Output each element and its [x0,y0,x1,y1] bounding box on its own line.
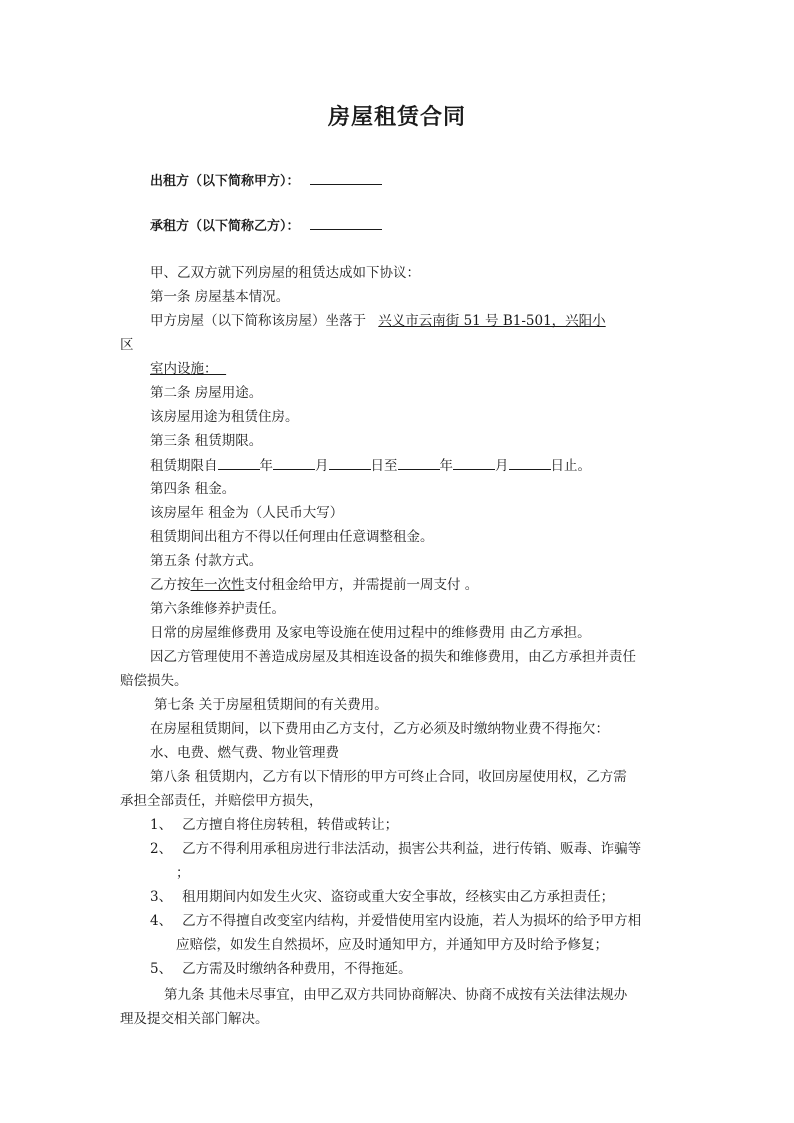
article-6-line-3: 赔偿损失。 [120,673,188,689]
payment-suffix: 支付租金给甲方，并需提前一周支付 。 [244,577,479,593]
article-8-item [150,888,614,906]
article-5-title: 第五条 付款方式。 [150,553,263,569]
article-8-line-2: 承担全部责任，并赔偿甲方损失， [120,793,323,809]
article-6-line-1: 日常的房屋维修费用 及家电等设施在使用过程中的维修费用 由乙方承担。 [150,625,591,641]
item-text: 乙方不得擅自改变室内结构，并爱惜使用室内设施，若人为损坏的给予甲方相 [182,913,642,929]
article-8-line-1: 第八条 租赁期内，乙方有以下情形的甲方可终止合同，收回房屋使用权，乙方需 [150,769,627,785]
article-8-item [150,840,641,858]
lessee-label: 承租方（以下简称乙方）： [150,219,300,234]
article-8-item [150,912,641,930]
item-text: 乙方需及时缴纳各种费用，不得拖延。 [182,961,412,977]
intro-text: 甲、乙双方就下列房屋的租赁达成如下协议： [150,265,420,281]
period-day-end: 日止。 [550,458,591,474]
article-3-title: 第三条 租赁期限。 [150,433,263,449]
article-2-text: 该房屋用途为租赁住房。 [150,409,299,425]
start-day-blank[interactable] [329,456,371,470]
item-number: 5、 [150,961,173,977]
payment-method: 年一次性 [190,577,245,593]
item-text: 租用期间内如发生火灾、盗窃或重大安全事故，经核实由乙方承担责任； [182,889,615,905]
article-7-title: 第七条 关于房屋租赁期间的有关费用。 [154,697,388,713]
document-title: 房屋租赁合同 [327,105,466,130]
article-4-rent: 该房屋年 租金为（人民币大写） [150,505,344,521]
end-month-blank[interactable] [453,456,495,470]
period-month-1: 月 [315,458,329,474]
article-6-line-2: 因乙方管理使用不善造成房屋及其相连设备的损失和维修费用，由乙方承担并责任 [150,649,636,665]
article-1-location-cont: 区 [120,337,134,353]
article-1-facilities [150,360,226,378]
item-number: 2、 [150,841,173,857]
article-5-text [150,576,478,594]
article-8-item [150,816,398,834]
lessee-line [150,216,382,236]
item-number: 4、 [150,913,173,929]
article-1-location [150,312,606,330]
item-text: 乙方擅自将住房转租，转借或转让； [182,817,399,833]
period-prefix: 租赁期限自 [150,458,218,474]
period-day-to: 日至 [370,458,398,474]
article-6-title: 第六条维修养护责任。 [150,601,285,617]
location-prefix: 甲方房屋（以下简称该房屋）坐落于 [150,313,366,329]
period-year-2: 年 [439,458,453,474]
lessee-blank[interactable] [310,216,382,230]
period-year-1: 年 [259,458,273,474]
article-2-title: 第二条 房屋用途。 [150,385,263,401]
item-number: 3、 [150,889,173,905]
lessor-label: 出租方（以下简称甲方）： [150,174,300,189]
start-month-blank[interactable] [273,456,315,470]
article-7-line-2: 水、电费、燃气费、物业管理费 [150,745,339,761]
lessor-blank[interactable] [310,171,382,185]
location-value: 兴义市云南街 51 号 B1-501，兴阳小 [378,313,606,329]
end-year-blank[interactable] [398,456,440,470]
article-9-line-1: 第九条 其他未尽事宜，由甲乙双方共同协商解决、协商不成按有关法律法规办 [164,987,628,1003]
item-number: 1、 [150,817,173,833]
article-4-title: 第四条 租金。 [150,481,236,497]
article-7-line-1: 在房屋租赁期间，以下费用由乙方支付，乙方必须及时缴纳物业费不得拖欠： [150,721,609,737]
end-day-blank[interactable] [509,456,551,470]
period-month-2: 月 [495,458,509,474]
item-text: 乙方不得利用承租房进行非法活动，损害公共利益，进行传销、贩毒、诈骗等 [182,841,642,857]
lessor-line [150,171,382,191]
article-8-item [150,960,412,978]
article-8-item-cont: ； [176,865,190,881]
payment-prefix: 乙方按 [150,577,191,593]
article-4-no-adjust: 租赁期间出租方不得以任何理由任意调整租金。 [150,529,434,545]
article-3-period [150,456,591,475]
article-9-line-2: 理及提交相关部门解决。 [120,1011,269,1027]
facilities-label: 室内设施： [150,361,218,377]
article-8-item-cont: 应赔偿，如发生自然损坏，应及时通知甲方，并通知甲方及时给予修复； [176,937,608,953]
start-year-blank[interactable] [218,456,260,470]
article-1-title: 第一条 房屋基本情况。 [150,289,290,305]
